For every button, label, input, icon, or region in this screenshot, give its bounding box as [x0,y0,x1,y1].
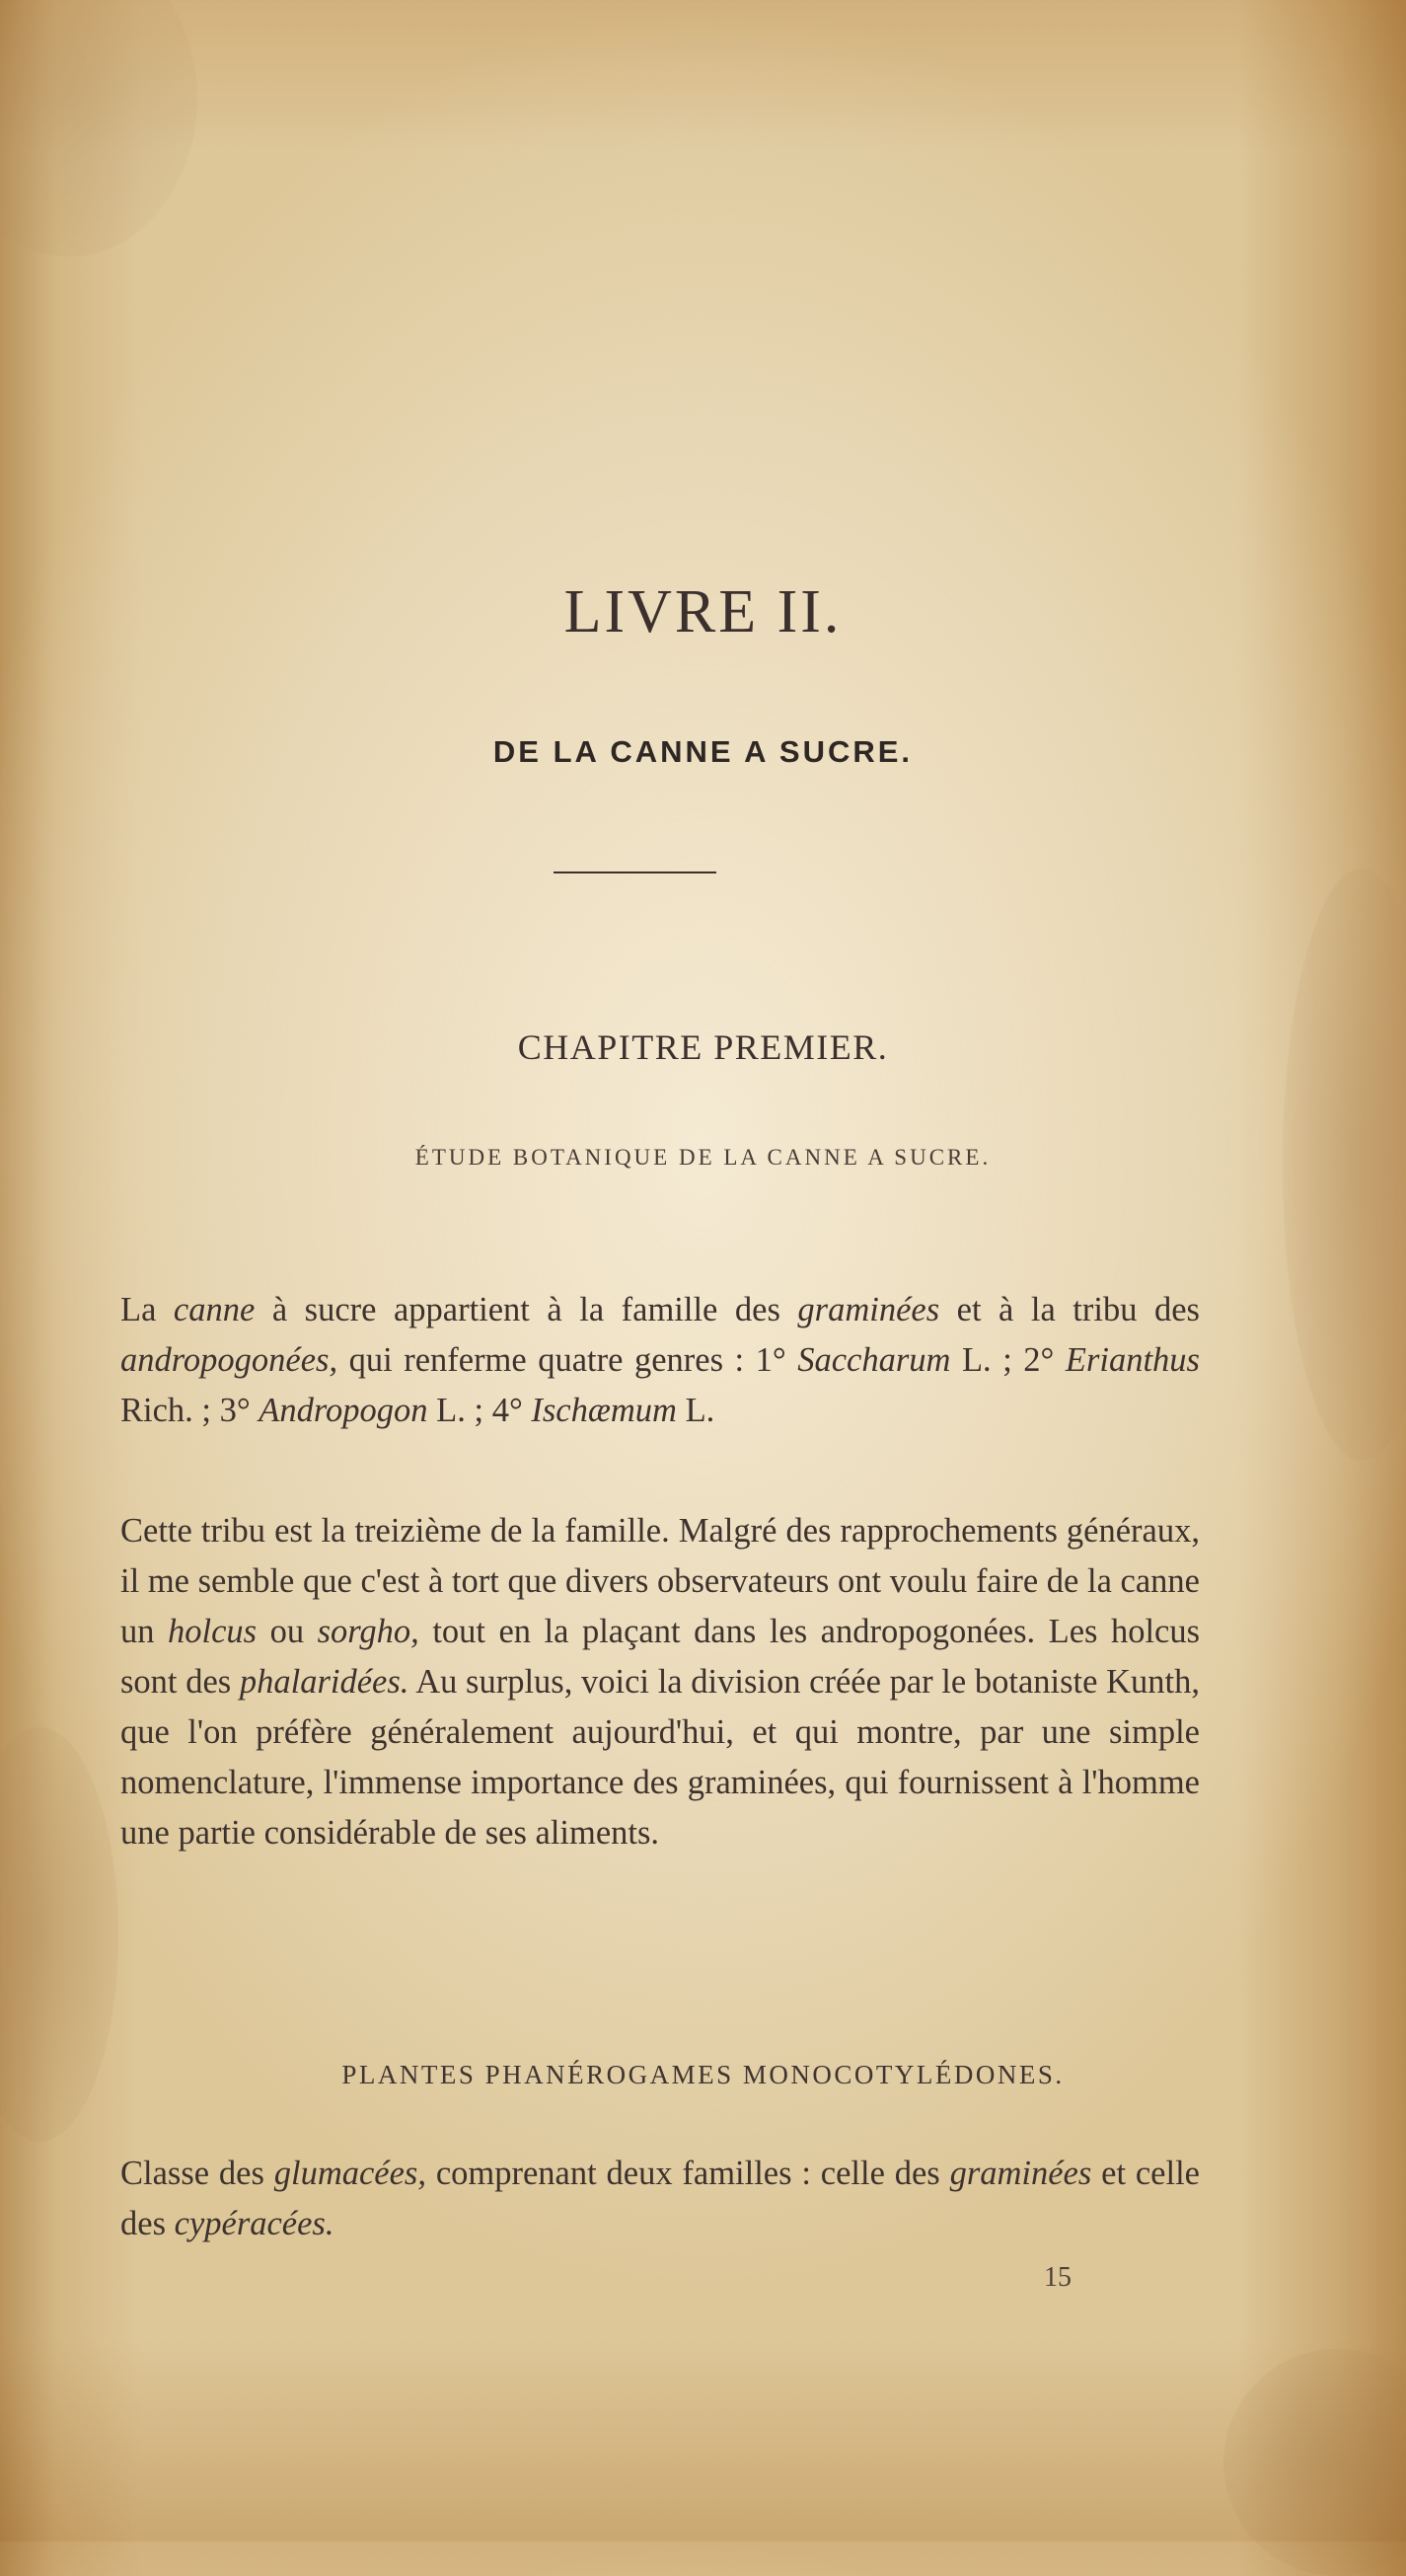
text-run: à sucre appartient à la famille des [255,1291,798,1328]
paragraph-canne-family [120,1285,1200,1436]
text-run: L. ; 4° [427,1392,532,1429]
chapter-heading: CHAPITRE PREMIER. [517,1027,889,1067]
text-run-italic: sorgho, [317,1613,419,1650]
text-run-italic: cypéracées. [174,2205,334,2242]
plants-heading: PLANTES PHANÉROGAMES MONOCOTYLÉDONES. [341,2060,1065,2089]
book-title: LIVRE II. [563,578,843,645]
text-run: qui renferme quatre genres : 1° [337,1341,798,1379]
text-run: comprenant deux familles : celle des [425,2155,950,2192]
text-run-italic: phalaridées. [239,1663,409,1701]
text-run-italic: Erianthus [1065,1341,1200,1379]
section-heading: ÉTUDE BOTANIQUE DE LA CANNE A SUCRE. [414,1145,992,1170]
text-run: et celle des [120,2155,1200,2242]
text-run-italic: andropogonées, [120,1341,338,1379]
text-run: Classe des [120,2155,274,2192]
text-run: Rich. ; 3° [120,1392,259,1429]
text-run: La [120,1291,174,1328]
text-run-italic: graminées [797,1291,940,1328]
title-rule [554,871,716,873]
text-run: Au surplus, voici la division créée par le botaniste Kunth, que l'on préfère généralement aujourd'hui, et qui montre, par une simple nomenclature, l'immense importance des graminées, qui fournissent à l'homme une partie considérable de ses aliments. [120,1663,1201,1852]
text-run: Cette tribu est la treizième de la famille. Malgré des rapprochements généraux, il me semble que c'est à tort que divers observateurs ont voulu faire de la canne un [120,1512,1200,1650]
text-run-italic: canne [173,1291,256,1328]
page-number: 15 [1044,2262,1072,2293]
paper-stain [0,0,197,257]
text-run: L. [676,1392,715,1429]
text-run: tout en la plaçant dans les andropogonées. Les holcus sont des [120,1613,1201,1701]
paragraph-glumacees [120,2149,1200,2249]
text-run: L. ; 2° [950,1341,1066,1379]
text-run-italic: glumacées, [273,2155,426,2192]
paper-stain [1223,2349,1406,2576]
text-run-italic: Ischæmum [531,1392,677,1429]
text-run-italic: holcus [168,1613,258,1650]
text-run-italic: Saccharum [797,1341,951,1379]
text-run: et à la tribu des [939,1291,1200,1328]
text-run-italic: Andropogon [259,1392,428,1429]
text-run: ou [257,1613,318,1650]
book-subtitle: DE LA CANNE A SUCRE. [492,734,914,769]
text-run-italic: graminées [949,2155,1092,2192]
paragraph-tribu [120,1506,1200,1858]
